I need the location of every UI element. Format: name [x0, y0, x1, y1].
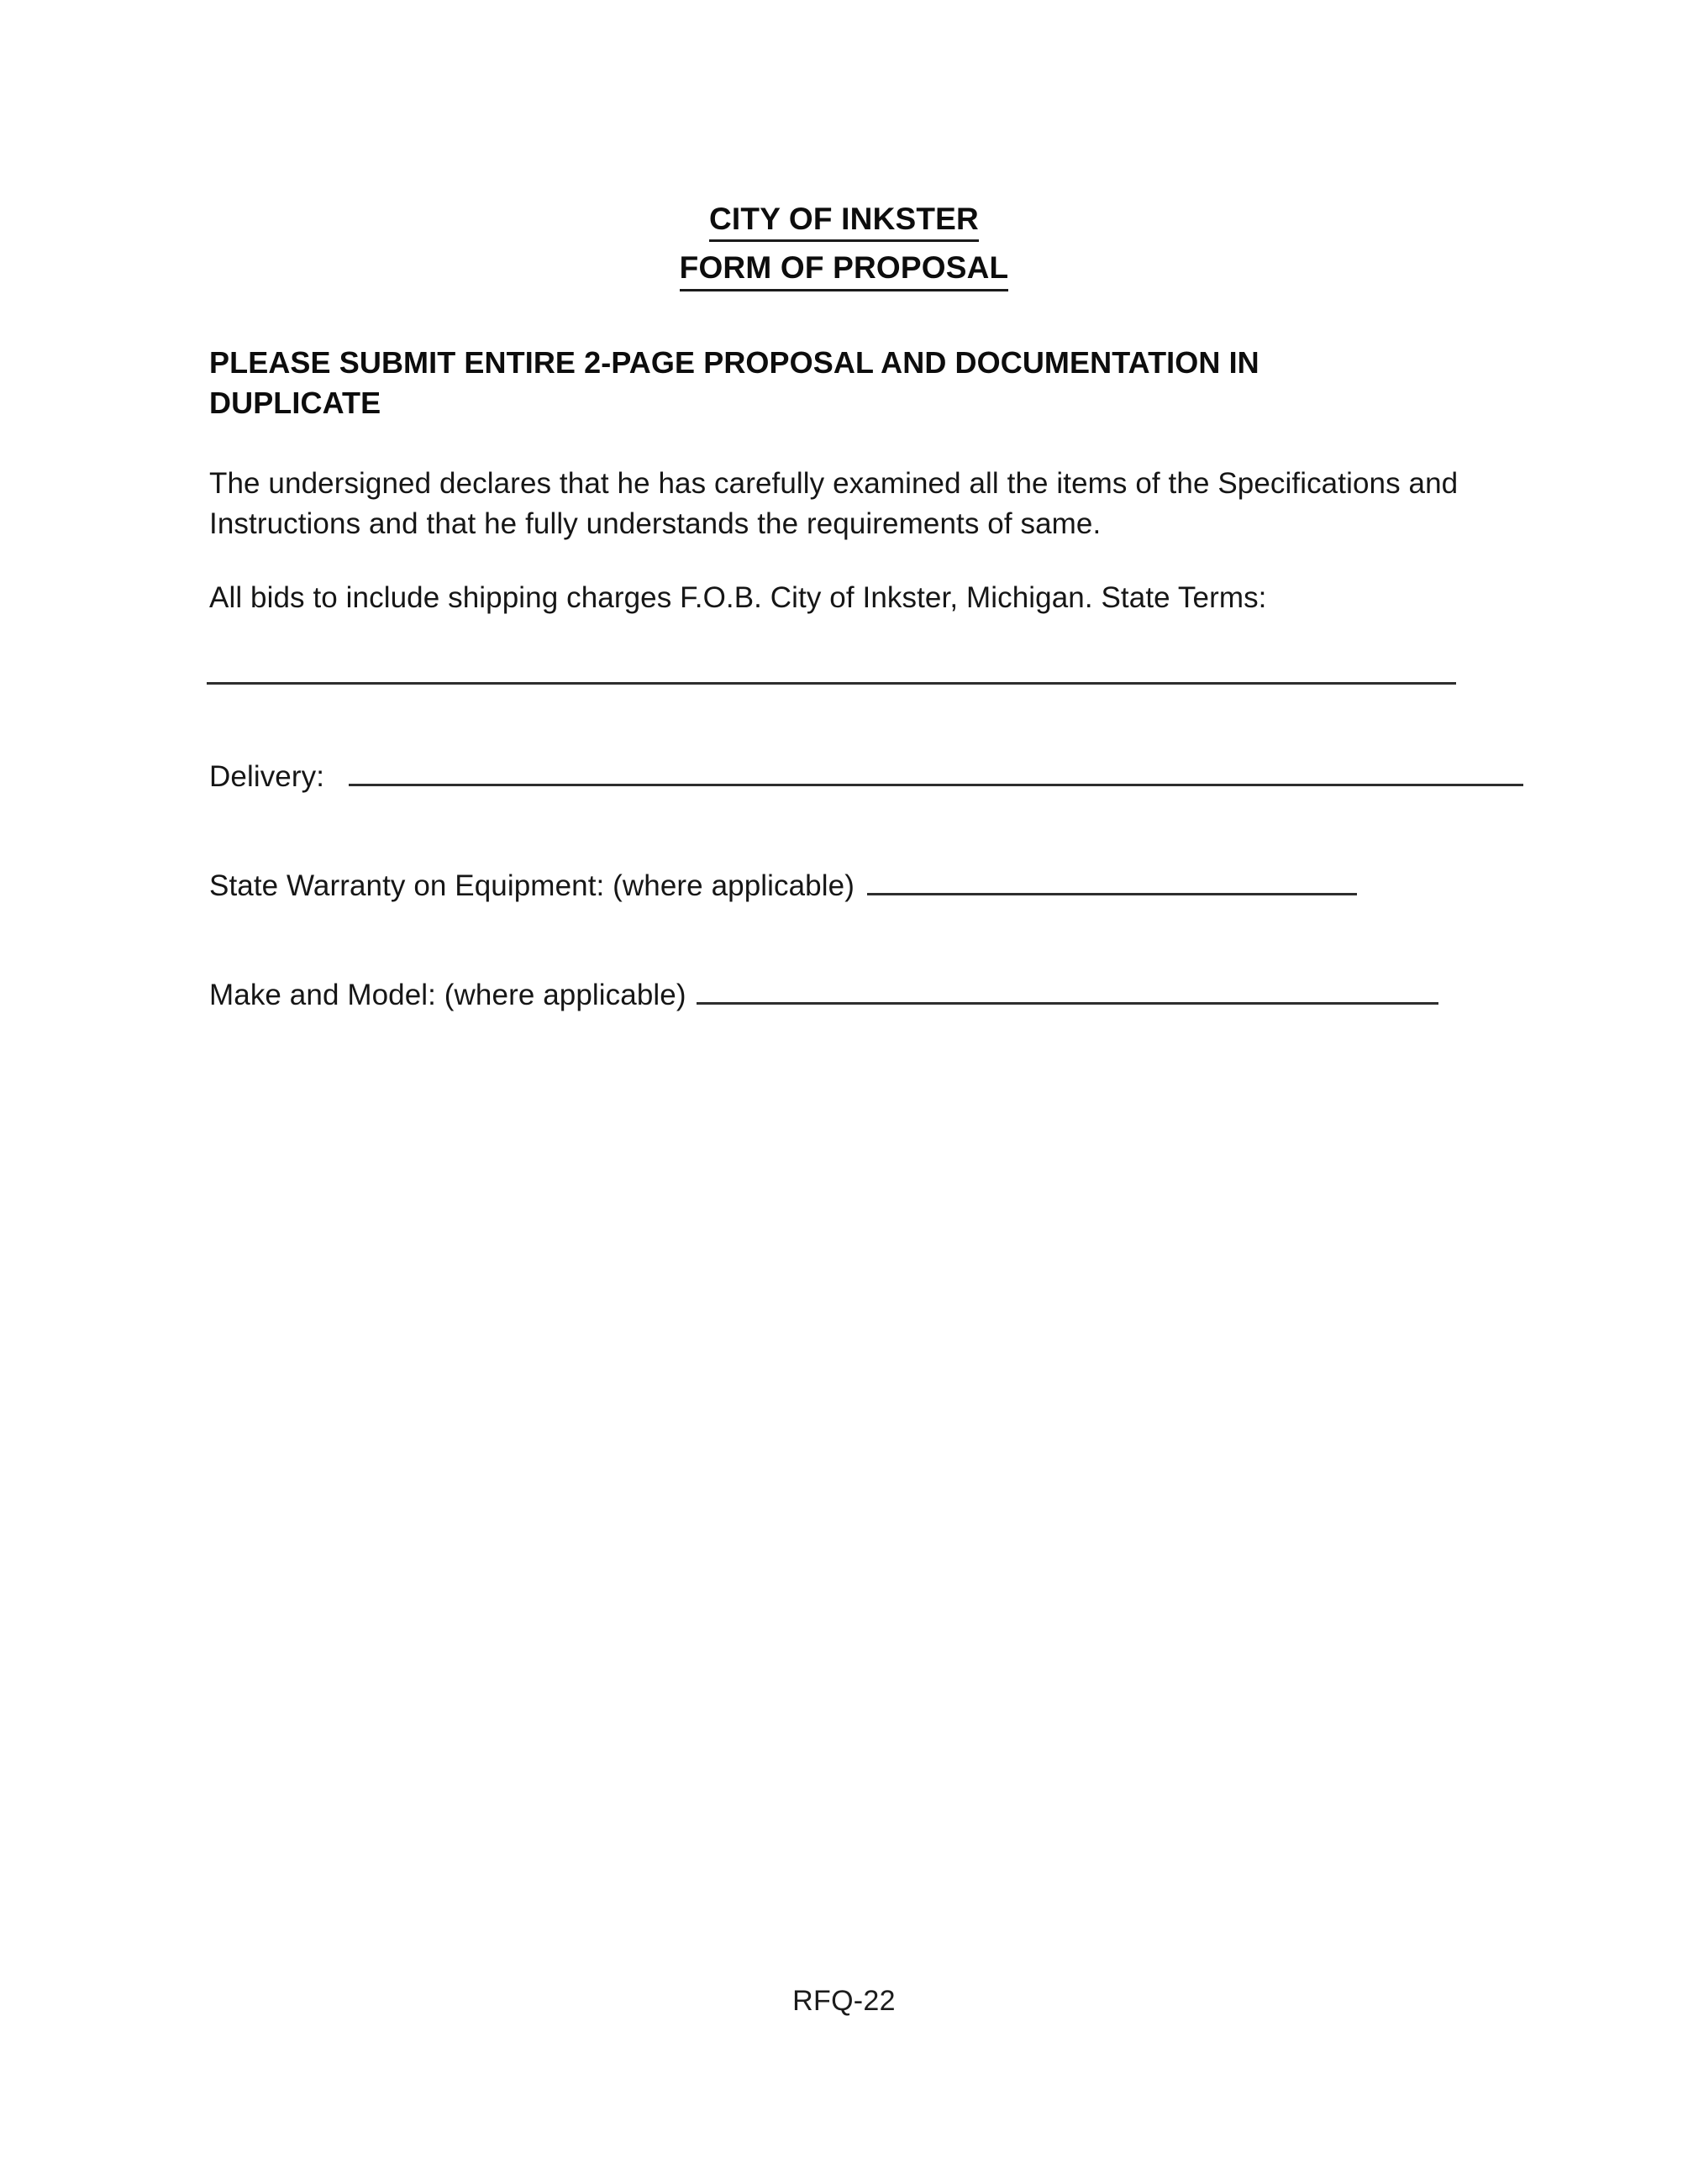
delivery-field-row	[209, 762, 1523, 791]
warranty-input-line[interactable]	[867, 871, 1357, 895]
title-line-2-wrap	[0, 242, 1688, 291]
make-model-label: Make and Model: (where applicable)	[209, 979, 686, 1011]
page-title-form: FORM OF PROPOSAL	[680, 249, 1009, 291]
undersigned-declaration-paragraph: The undersigned declares that he has carefully examined all the items of the Specifications and Instructions and that he fully understands the requirements of same.	[209, 467, 1459, 541]
make-model-field-row	[209, 980, 1438, 1010]
warranty-label: State Warranty on Equipment: (where applicable)	[209, 869, 855, 902]
page-footer: RFQ-22	[792, 1985, 896, 2017]
state-terms-fill-line[interactable]	[207, 682, 1456, 685]
make-model-input-line[interactable]	[697, 980, 1438, 1005]
submission-instruction-heading: PLEASE SUBMIT ENTIRE 2-PAGE PROPOSAL AND DOCUMENTATION IN DUPLICATE	[209, 345, 1259, 420]
title-line-1-wrap	[0, 200, 1688, 242]
page-title-city: CITY OF INKSTER	[709, 200, 979, 242]
delivery-input-line[interactable]	[349, 762, 1523, 786]
document-title-block	[0, 200, 1688, 291]
warranty-field-row	[209, 871, 1357, 900]
shipping-terms-paragraph: All bids to include shipping charges F.O.B. City of Inkster, Michigan. State Terms:	[209, 581, 1267, 614]
delivery-label: Delivery:	[209, 760, 325, 793]
